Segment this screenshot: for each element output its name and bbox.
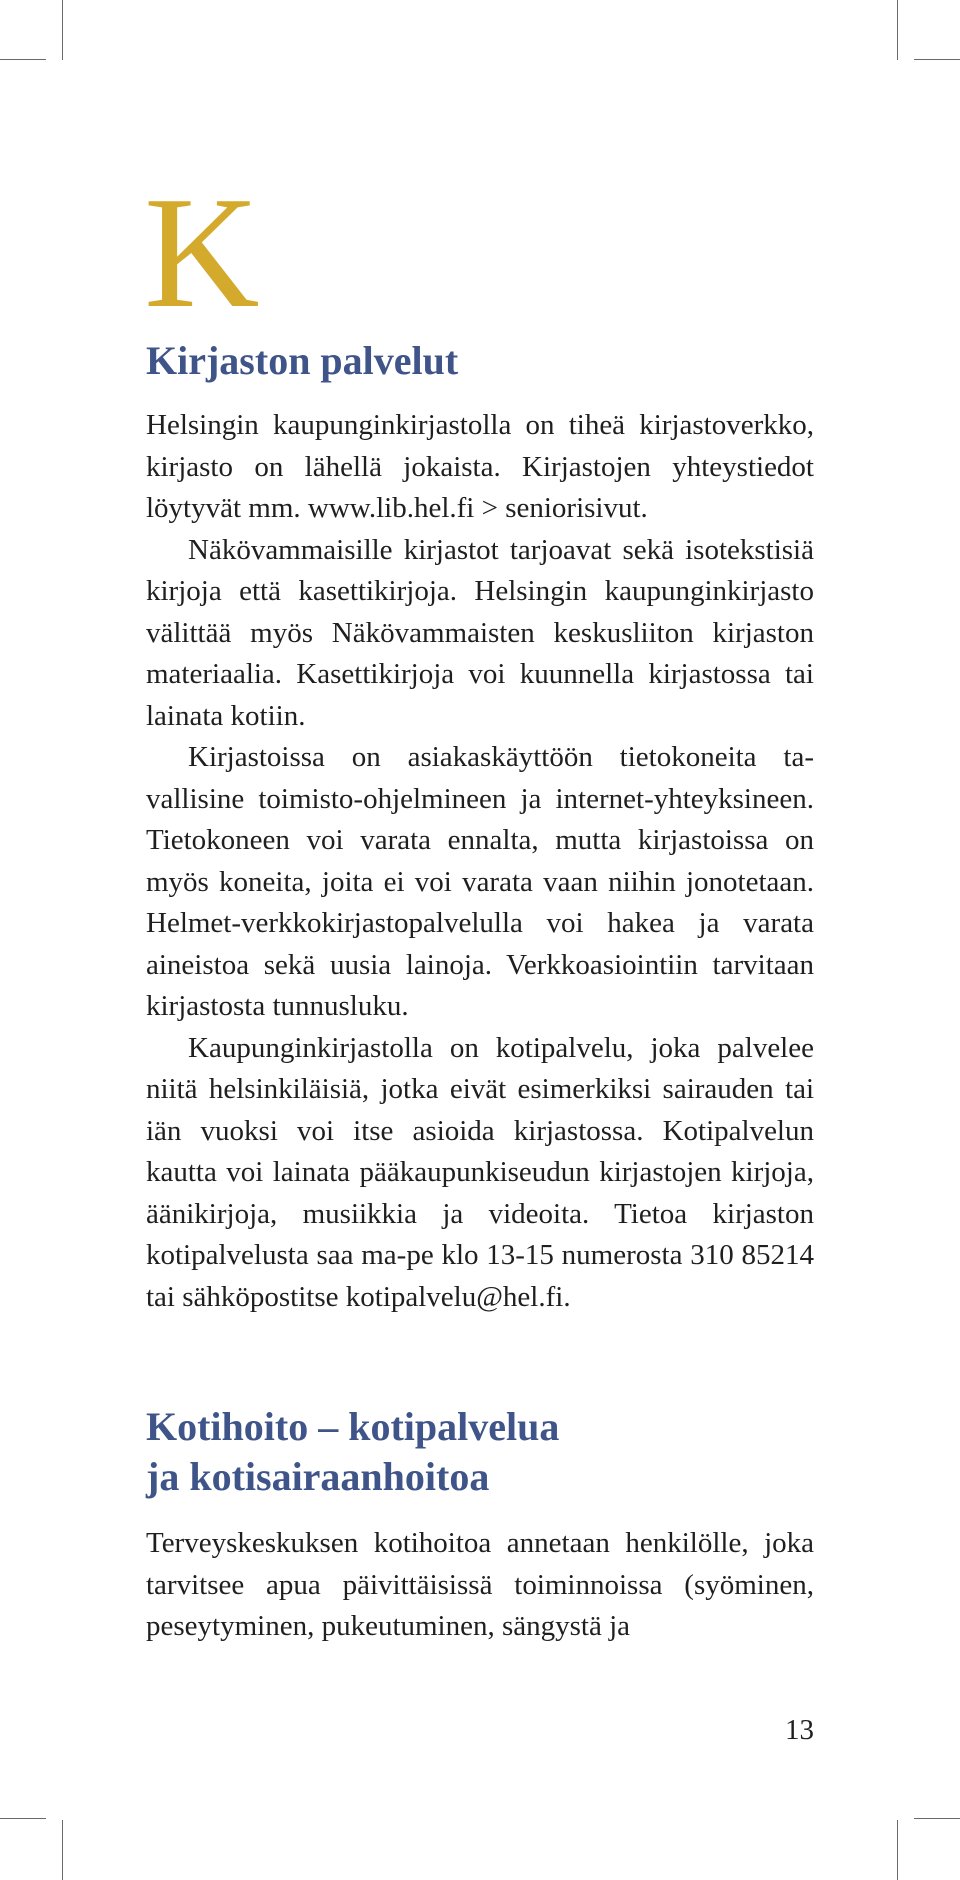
paragraph: Näkövammaisille kirjastot tarjoavat sekä isotekstisiä kirjoja että kasettikirjoja. Helsingin kaupunginkirjasto välittää myös Näkövammaisten keskusliiton kirjaston materiaalia. Kasettikirjoja voi kuunnella kirjastossa tai lainata kotiin. [146,533,814,732]
crop-mark-top-left-horizontal [0,59,46,60]
paragraph: Terveyskeskuksen kotihoitoa annetaan henkilölle, joka tarvitsee apua päivittäisissä toiminnoissa (syöminen, peseytyminen, pukeutuminen, sängystä ja [146,1527,814,1642]
section-initial-letter: K [144,163,260,341]
crop-mark-bottom-right-vertical [897,1820,898,1880]
home-care-text [146,1523,814,1648]
paragraph: Kirjastoissa on asiakaskäyttöön tietokoneita tavallisine toimisto-ohjelmineen ja internet-yhteyksineen. Tietokoneen voi varata ennalta, mutta kirjastoissa on myös koneita, joita ei voi varata vaan niihin jonotetaan. Helmet-verkkokirjastopalvelulla voi hakea ja varata aineistoa sekä uusia lainoja. Verkkoasiointiin tarvitaan kirjastosta tunnusluku. [146,741,814,1022]
paragraph: Kaupunginkirjastolla on kotipalvelu, joka palvelee niitä helsinkiläisiä, jotka eivät esimerkiksi sairauden tai iän vuoksi voi itse asioida kirjastossa. Kotipalvelun kautta voi lainata pääkaupunkiseudun kirjastojen kirjoja, äänikirjoja, musiikkia ja videoita. Tietoa kirjaston kotipalvelusta saa ma-pe klo 13-15 numerosta 310 85214 tai sähköpostitse kotipalvelu@hel.fi. [146,1031,814,1313]
crop-mark-bottom-right-horizontal [914,1818,960,1819]
crop-mark-top-right-vertical [897,0,898,60]
crop-mark-top-right-horizontal [914,59,960,60]
crop-mark-bottom-left-vertical [62,1820,63,1880]
crop-mark-bottom-left-horizontal [0,1818,46,1819]
section-heading-library-services: Kirjaston palvelut [146,338,459,383]
crop-mark-top-left-vertical [62,0,63,60]
heading-line: Kotihoito – kotipalvelua [146,1404,560,1449]
page-number: 13 [785,1714,814,1746]
paragraph: Helsingin kaupunginkirjastolla on tiheä kirjastoverkko, kirjasto on lähellä jokaista. Kirjastojen yhteystiedot löytyvät mm. www.lib.hel.fi > seniorisivut. [146,409,814,524]
heading-line: ja kotisairaanhoitoa [146,1454,490,1499]
library-services-text [146,405,814,1318]
section-heading-home-care [146,1402,559,1502]
